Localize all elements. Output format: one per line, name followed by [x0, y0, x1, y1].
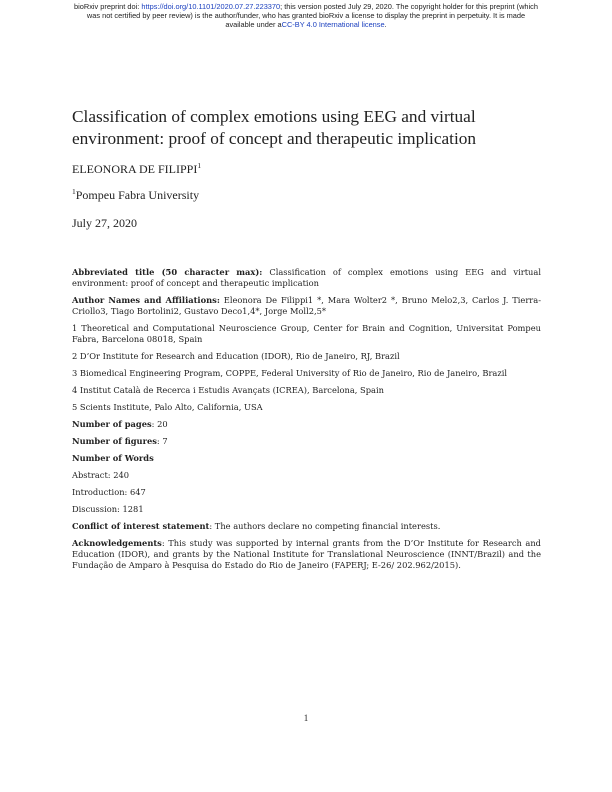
affiliation-text: Pompeu Fabra University	[75, 188, 200, 202]
conflict-label: Conflict of interest statement	[72, 521, 210, 531]
word-count-discussion: Discussion: 1281	[72, 504, 144, 514]
number-of-pages	[72, 419, 541, 430]
author-line	[72, 162, 201, 177]
license-link[interactable]: CC-BY 4.0 International license	[281, 20, 385, 29]
header-text: ; this version posted July 29, 2020. The copyright holder for this preprint (which	[280, 2, 538, 11]
abbreviated-title	[72, 267, 541, 289]
doi-link[interactable]: https://doi.org/10.1101/2020.07.27.223370	[141, 2, 281, 11]
acknowledgements-text: : This study was supported by internal grants from the D’Or Institute for Research and Education (IDOR), and grants by the National Institute for Translational Neuroscience (INNT/Brazil) and the Fundação de Amparo à Pesquisa do Estado do Rio de Janeiro (FAPERJ; E-26/ 202.962/2015).	[72, 538, 541, 570]
header-line-2: was not certified by peer review) is the author/funder, who has granted bioRxiv a license to display the preprint in perpetuity. It is made	[86, 11, 526, 20]
number-of-figures	[72, 436, 541, 447]
header-line-1	[20, 2, 592, 11]
header-line-3	[20, 20, 592, 29]
affiliation-3: 3 Biomedical Engineering Program, COPPE, Federal University of Rio de Janeiro, Rio de Janeiro, Brazil	[72, 368, 508, 378]
paper-title: Classification of complex emotions using EEG and virtual environment: proof of concept and therapeutic implication	[72, 107, 477, 148]
author-names	[72, 295, 541, 317]
number-of-pages-value: : 20	[151, 419, 168, 429]
affiliation-line	[72, 188, 199, 203]
acknowledgements	[72, 538, 541, 571]
author-sup: 1	[197, 161, 202, 170]
affiliation-4: 4 Institut Català de Recerca i Estudis Avançats (ICREA), Barcelona, Spain	[72, 385, 385, 395]
header-text: .	[384, 20, 387, 29]
number-of-words-label: Number of Words	[72, 453, 154, 463]
preprint-header	[20, 2, 592, 29]
page-number: 1	[303, 713, 309, 723]
header-text: available under a	[225, 20, 282, 29]
abbreviated-title-text: Classification of complex emotions using EEG and virtual environment: proof of concept and therapeutic implication	[72, 267, 541, 288]
abbreviated-title-label: Abbreviated title (50 character max):	[72, 267, 263, 277]
number-of-figures-label: Number of figures	[72, 436, 157, 446]
conflict-of-interest	[72, 521, 541, 532]
front-matter-body	[72, 267, 541, 577]
paper-date: July 27, 2020	[72, 216, 138, 230]
number-of-figures-value: : 7	[156, 436, 168, 446]
author-names-text: Eleonora De Filippi1 *, Mara Wolter2 *, Bruno Melo2,3, Carlos J. Tierra-Criollo3, Tiago Bortolini2, Gustavo Deco1,4*, Jorge Moll2,5*	[72, 295, 542, 316]
affiliation-2: 2 D’Or Institute for Research and Education (IDOR), Rio de Janeiro, RJ, Brazil	[72, 351, 400, 361]
word-count-introduction: Introduction: 647	[72, 487, 146, 497]
author-names-label: Author Names and Affiliations:	[72, 295, 220, 305]
conflict-text: : The authors declare no competing financial interests.	[209, 521, 441, 531]
affiliation-sup: 1	[72, 187, 76, 196]
number-of-pages-label: Number of pages	[72, 419, 152, 429]
affiliation-1: 1 Theoretical and Computational Neuroscience Group, Center for Brain and Cognition, Universitat Pompeu Fabra, Barcelona 08018, Spain	[72, 323, 541, 344]
header-text: bioRxiv preprint doi:	[74, 2, 142, 11]
word-count-abstract: Abstract: 240	[72, 470, 130, 480]
author-name: ELEONORA DE FILIPPI	[72, 162, 198, 176]
acknowledgements-label: Acknowledgements	[72, 538, 162, 548]
affiliation-5: 5 Scients Institute, Palo Alto, California, USA	[72, 402, 263, 412]
